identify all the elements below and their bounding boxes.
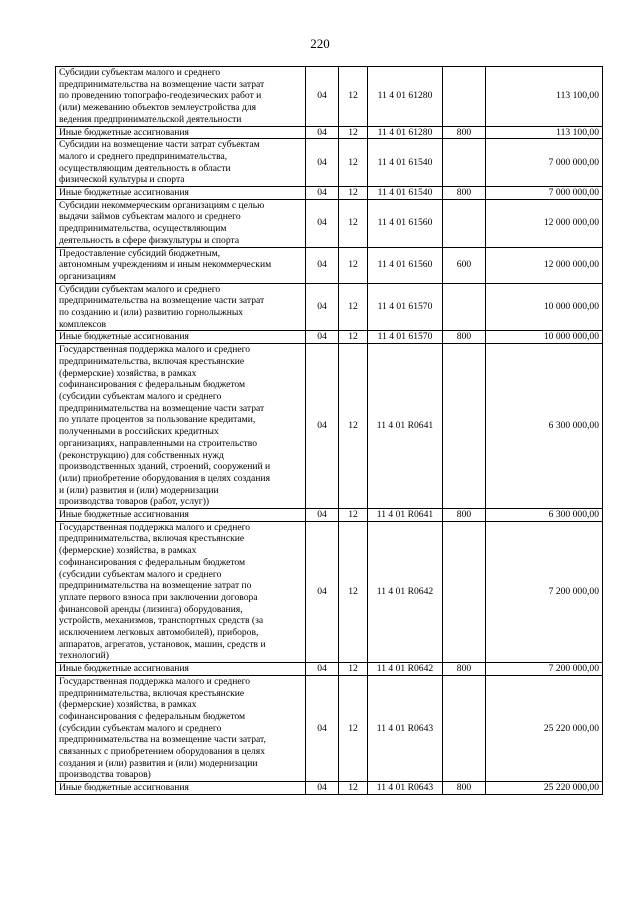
amount-cell: 113 100,00 [486, 126, 603, 139]
expense-type-cell [443, 199, 486, 247]
table-row [56, 67, 603, 127]
subsection-code-cell: 12 [339, 247, 368, 283]
target-article-cell: 11 4 01 61540 [368, 139, 443, 187]
row-name-cell: Иные бюджетные ассигнования [56, 782, 306, 795]
table-row [56, 521, 603, 662]
target-article-cell: 11 4 01 61560 [368, 199, 443, 247]
row-name-cell: Иные бюджетные ассигнования [56, 509, 306, 522]
row-name-cell: Предоставление субсидий бюджетным, автономным учреждениям и иным некоммерческим организациям [56, 247, 306, 283]
table-row [56, 247, 603, 283]
table-row [56, 139, 603, 187]
target-article-cell: 11 4 01 R0643 [368, 782, 443, 795]
section-code-cell: 04 [306, 521, 339, 662]
subsection-code-cell: 12 [339, 675, 368, 781]
row-name-cell: Субсидии субъектам малого и среднего предпринимательства на возмещение части затрат по созданию и (или) развитию горнолыжных комплексов [56, 283, 306, 331]
row-name-cell: Иные бюджетные ассигнования [56, 187, 306, 200]
target-article-cell: 11 4 01 R0641 [368, 509, 443, 522]
section-code-cell: 04 [306, 247, 339, 283]
amount-cell: 10 000 000,00 [486, 331, 603, 344]
row-name-cell: Государственная поддержка малого и среднего предпринимательства, включая крестьянские (фермерские) хозяйства, в рамках софинансирования с федеральным бюджетом (субсидии субъектам малого и среднего предпринимательства на возмещение затрат по уплате первого взноса при заключении договора финансовой аренды (лизинга) оборудования, устройств, механизмов, транспортных средств (за исключением легковых автомобилей), приборов, аппаратов, агрегатов, установок, машин, средств и технологий) [56, 521, 306, 662]
subsection-code-cell: 12 [339, 283, 368, 331]
subsection-code-cell: 12 [339, 521, 368, 662]
table-row [56, 663, 603, 676]
amount-cell: 6 300 000,00 [486, 509, 603, 522]
expense-type-cell [443, 67, 486, 127]
section-code-cell: 04 [306, 283, 339, 331]
expense-type-cell [443, 139, 486, 187]
amount-cell: 12 000 000,00 [486, 247, 603, 283]
section-code-cell: 04 [306, 126, 339, 139]
table-row [56, 782, 603, 795]
section-code-cell: 04 [306, 344, 339, 509]
table-row [56, 344, 603, 509]
expense-type-cell [443, 521, 486, 662]
row-name-cell: Субсидии некоммерческим организациям с целью выдачи займов субъектам малого и среднего предпринимательства, осуществляющим деятельность в сфере физкультуры и спорта [56, 199, 306, 247]
table-row [56, 509, 603, 522]
section-code-cell: 04 [306, 187, 339, 200]
table-row [56, 675, 603, 781]
budget-table-body [56, 67, 603, 795]
table-row [56, 283, 603, 331]
amount-cell: 7 200 000,00 [486, 521, 603, 662]
expense-type-cell: 800 [443, 663, 486, 676]
expense-type-cell: 800 [443, 782, 486, 795]
section-code-cell: 04 [306, 509, 339, 522]
expense-type-cell: 800 [443, 126, 486, 139]
target-article-cell: 11 4 01 R0641 [368, 344, 443, 509]
row-name-cell: Иные бюджетные ассигнования [56, 126, 306, 139]
target-article-cell: 11 4 01 R0642 [368, 521, 443, 662]
section-code-cell: 04 [306, 782, 339, 795]
subsection-code-cell: 12 [339, 139, 368, 187]
section-code-cell: 04 [306, 199, 339, 247]
budget-table [55, 66, 603, 795]
expense-type-cell [443, 283, 486, 331]
expense-type-cell: 800 [443, 187, 486, 200]
table-row [56, 331, 603, 344]
row-name-cell: Субсидии субъектам малого и среднего предпринимательства на возмещение части затрат по проведению топографо-геодезических работ и (или) межеванию объектов землеустройства для ведения предпринимательской деятельности [56, 67, 306, 127]
amount-cell: 25 220 000,00 [486, 675, 603, 781]
amount-cell: 25 220 000,00 [486, 782, 603, 795]
row-name-cell: Субсидии на возмещение части затрат субъектам малого и среднего предпринимательства, осуществляющим деятельность в области физической культуры и спорта [56, 139, 306, 187]
target-article-cell: 11 4 01 61540 [368, 187, 443, 200]
subsection-code-cell: 12 [339, 782, 368, 795]
subsection-code-cell: 12 [339, 344, 368, 509]
target-article-cell: 11 4 01 61560 [368, 247, 443, 283]
page-number: 220 [310, 36, 330, 51]
expense-type-cell: 600 [443, 247, 486, 283]
target-article-cell: 11 4 01 R0642 [368, 663, 443, 676]
amount-cell: 7 200 000,00 [486, 663, 603, 676]
row-name-cell: Государственная поддержка малого и среднего предпринимательства, включая крестьянские (фермерские) хозяйства, в рамках софинансирования с федеральным бюджетом (субсидии субъектам малого и среднего предпринимательства на возмещение части затрат по уплате процентов за пользование кредитами, полученными в российских кредитных организациях, направленными на строительство (реконструкцию) для собственных нужд производственных зданий, строений, сооружений и (или) приобретение оборудования в целях создания и (или) развития и (или) модернизации производства товаров (работ, услуг)) [56, 344, 306, 509]
table-row [56, 126, 603, 139]
amount-cell: 10 000 000,00 [486, 283, 603, 331]
amount-cell: 12 000 000,00 [486, 199, 603, 247]
subsection-code-cell: 12 [339, 331, 368, 344]
target-article-cell: 11 4 01 61280 [368, 67, 443, 127]
target-article-cell: 11 4 01 61280 [368, 126, 443, 139]
amount-cell: 6 300 000,00 [486, 344, 603, 509]
subsection-code-cell: 12 [339, 67, 368, 127]
expense-type-cell [443, 344, 486, 509]
expense-type-cell [443, 675, 486, 781]
section-code-cell: 04 [306, 675, 339, 781]
row-name-cell: Иные бюджетные ассигнования [56, 663, 306, 676]
table-row [56, 199, 603, 247]
section-code-cell: 04 [306, 139, 339, 187]
section-code-cell: 04 [306, 663, 339, 676]
target-article-cell: 11 4 01 R0643 [368, 675, 443, 781]
row-name-cell: Государственная поддержка малого и среднего предпринимательства, включая крестьянские (фермерские) хозяйства, в рамках софинансирования с федеральным бюджетом (субсидии субъектам малого и среднего предпринимательства на возмещение части затрат, связанных с приобретением оборудования в целях создания и (или) развития и (или) модернизации производства товаров) [56, 675, 306, 781]
subsection-code-cell: 12 [339, 126, 368, 139]
expense-type-cell: 800 [443, 331, 486, 344]
amount-cell: 7 000 000,00 [486, 139, 603, 187]
amount-cell: 113 100,00 [486, 67, 603, 127]
subsection-code-cell: 12 [339, 663, 368, 676]
subsection-code-cell: 12 [339, 509, 368, 522]
row-name-cell: Иные бюджетные ассигнования [56, 331, 306, 344]
target-article-cell: 11 4 01 61570 [368, 331, 443, 344]
subsection-code-cell: 12 [339, 187, 368, 200]
expense-type-cell: 800 [443, 509, 486, 522]
table-row [56, 187, 603, 200]
amount-cell: 7 000 000,00 [486, 187, 603, 200]
section-code-cell: 04 [306, 67, 339, 127]
subsection-code-cell: 12 [339, 199, 368, 247]
section-code-cell: 04 [306, 331, 339, 344]
target-article-cell: 11 4 01 61570 [368, 283, 443, 331]
